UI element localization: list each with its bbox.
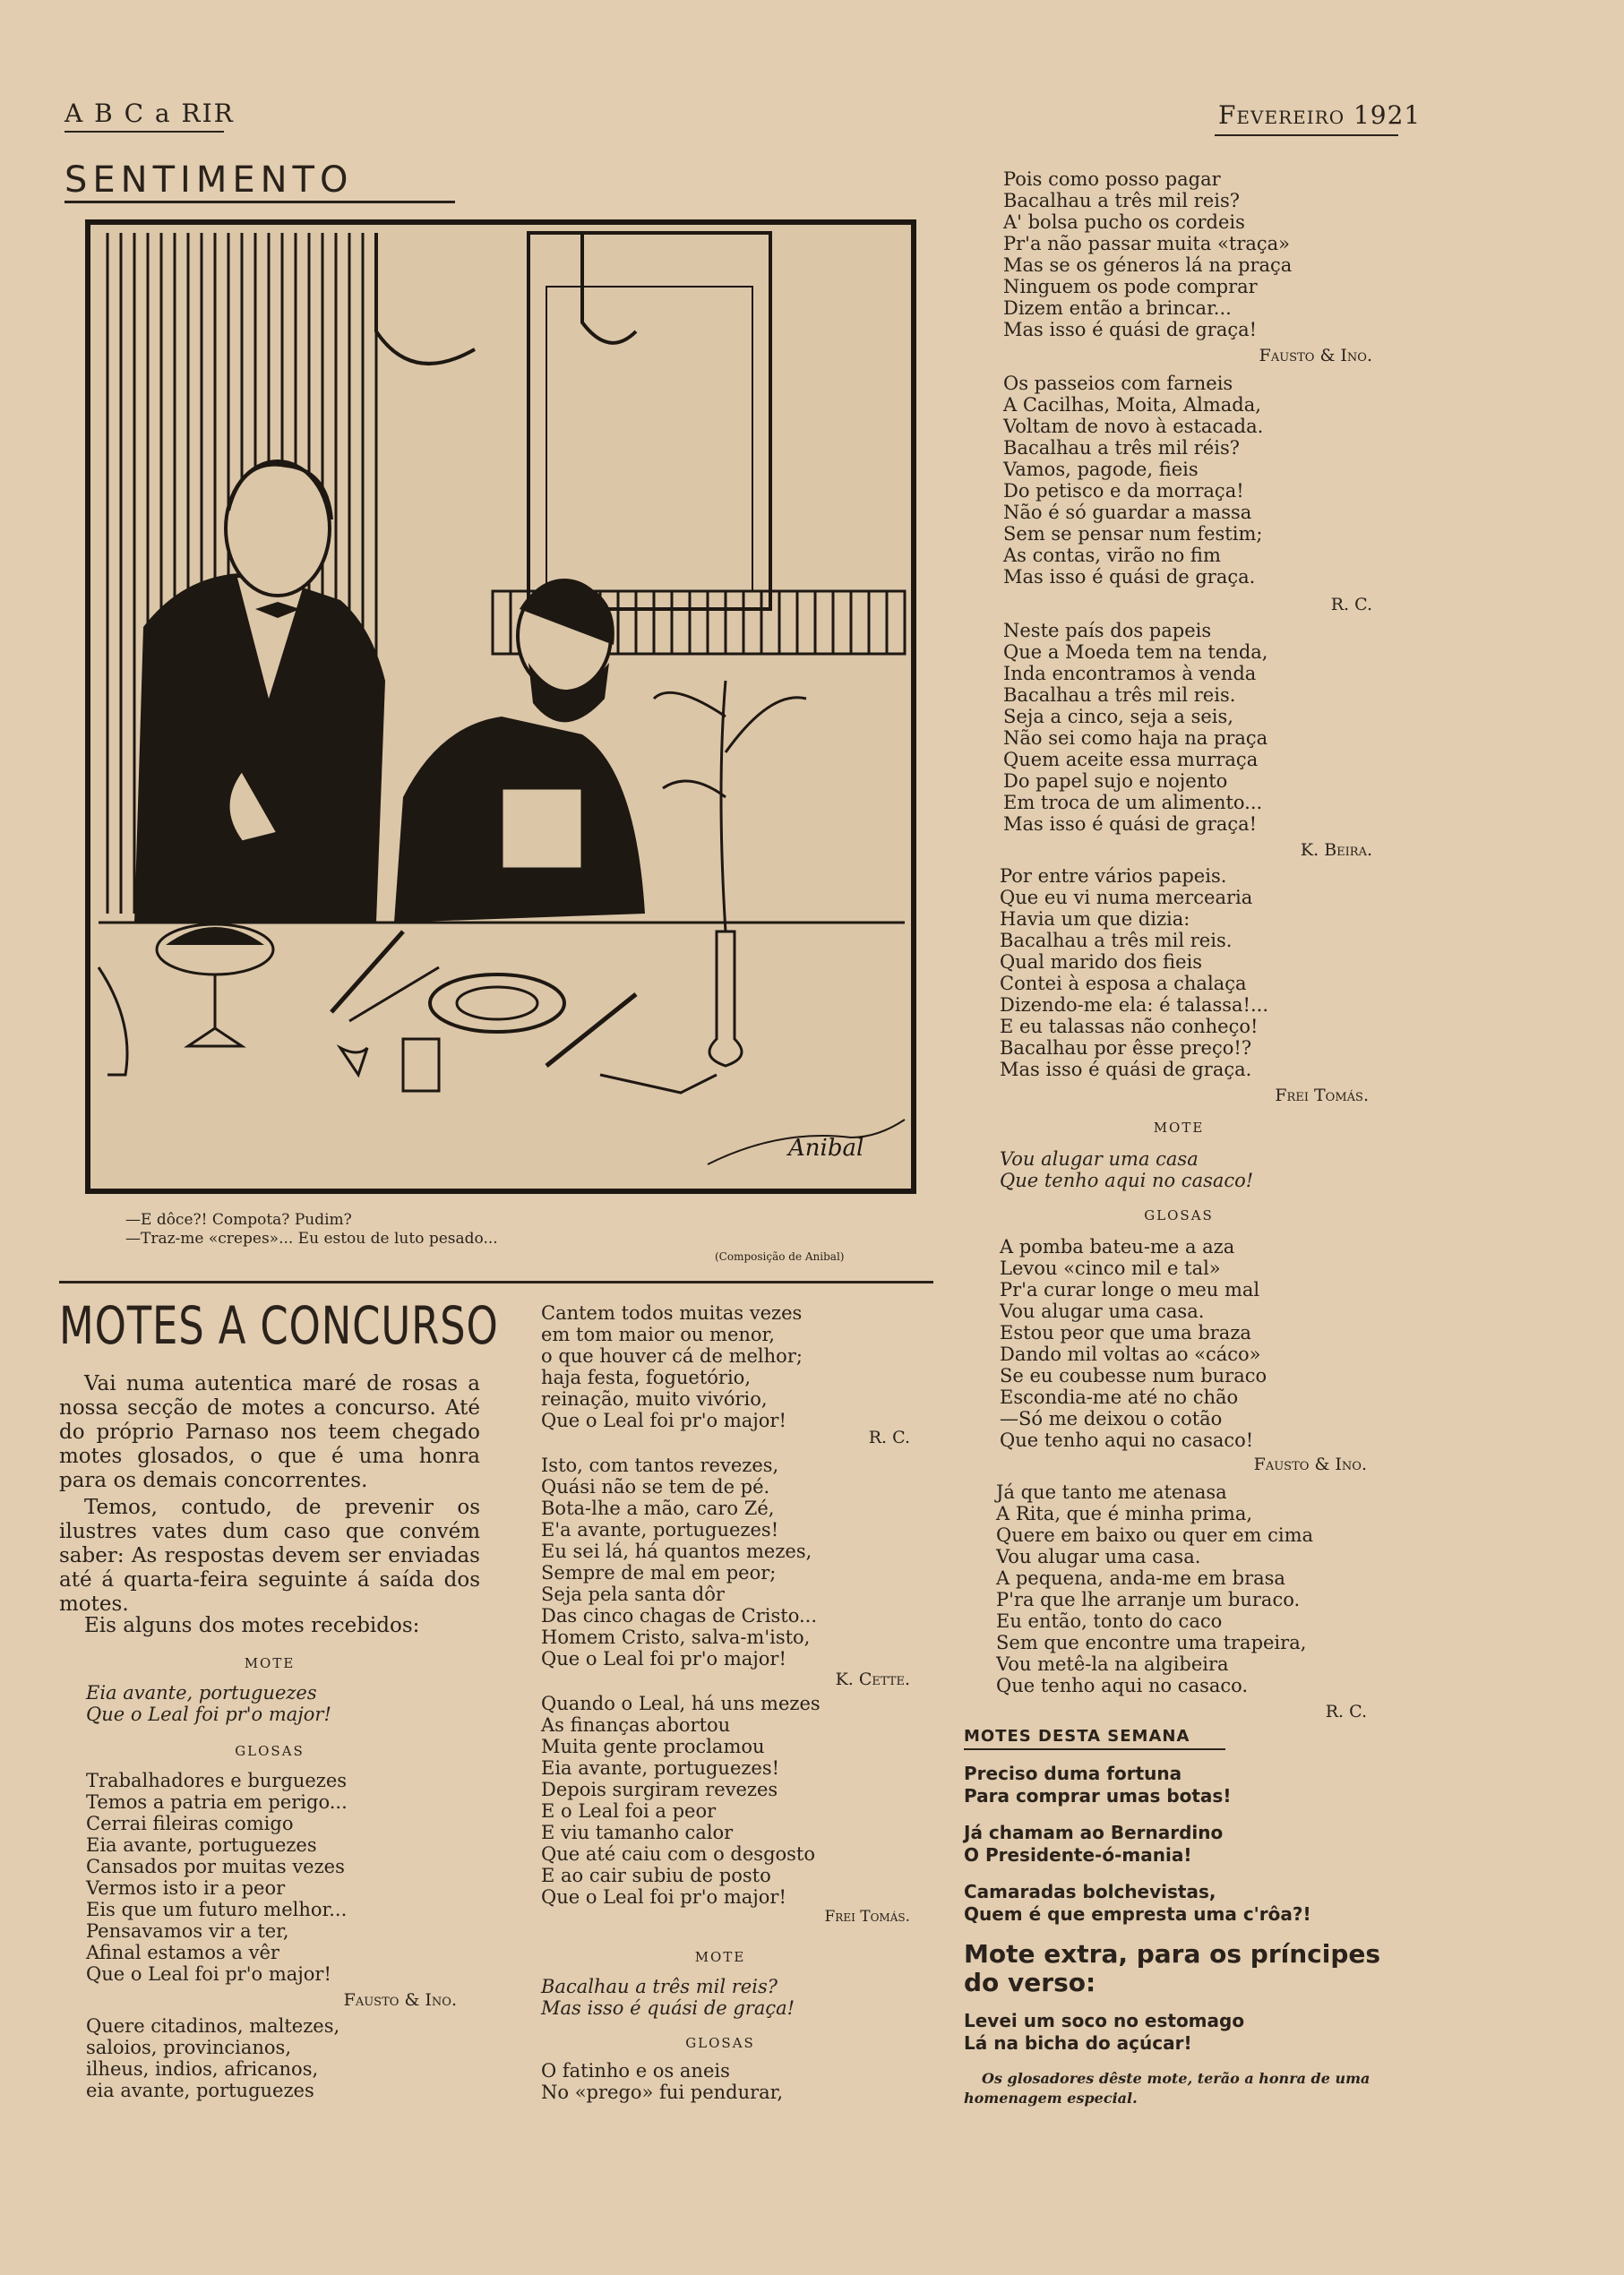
stanza: O fatinho e os aneis No «prego» fui pendurar, (541, 2060, 784, 2103)
week-mote-1: Preciso duma fortuna Para comprar umas botas! (964, 1763, 1232, 1807)
author-attribution: Fausto & Ino. (343, 1990, 457, 2010)
author-attribution: R. C. (1330, 595, 1372, 614)
glosas-label: GLOSAS (235, 1743, 305, 1759)
issue-date: Fevereiro 1921 (1218, 100, 1422, 130)
author-attribution: K. Beira. (1300, 840, 1372, 860)
magazine-name: A B C a RIR (64, 99, 235, 128)
section-title-underline (64, 201, 455, 203)
author-attribution: R. C. (1325, 1702, 1367, 1721)
intro-paragraph-2: Temos, contudo, de prevenir os ilustres vates dum caso que convém saber: As respostas devem ser enviadas até á quarta-feira seguinte á saída dos motes. (59, 1496, 480, 1616)
intro-paragraph-3: Eis alguns dos motes recebidos: (84, 1614, 420, 1637)
caption-credit: (Composição de Anibal) (715, 1250, 845, 1263)
caption-line-2: —Traz-me «crepes»... Eu estou de luto pesado... (125, 1230, 498, 1248)
author-attribution: K. Cette. (835, 1670, 910, 1689)
extra-mote: Levei um soco no estomago Lá na bicha do açúcar! (964, 2010, 1245, 2054)
glosas-label: GLOSAS (1144, 1207, 1214, 1223)
week-motes-underline (964, 1748, 1225, 1750)
glosa-2: Quere citadinos, maltezes, saloios, provincianos, ilheus, indios, africanos, eia avante, portuguezes (86, 2015, 340, 2101)
stanza: Pois como posso pagar Bacalhau a três mil reis? A' bolsa pucho os cordeis Pr'a não passar muita «traça» Mas se os géneros lá na praça Ninguem os pode comprar Dizem então a brincar... Mas isso é quási de graça! (1003, 168, 1293, 340)
motes-title: MOTES A CONCURSO (59, 1295, 499, 1356)
stanza: Quando o Leal, há uns mezes As finanças abortou Muita gente proclamou Eia avante, portuguezes! Depois surgiram revezes E o Leal foi a peor E viu tamanho calor Que até caiu com o desgosto E ao cair subiu de posto Que o Leal foi pr'o major! (541, 1693, 821, 1908)
mote-label: MOTE (694, 1949, 746, 1965)
section-divider (59, 1281, 933, 1283)
mote-label: MOTE (244, 1655, 296, 1671)
week-mote-2: Já chamam ao Bernardino O Presidente-ó-mania! (964, 1822, 1224, 1866)
stanza: A pomba bateu-me a aza Levou «cinco mil e tal» Pr'a curar longe o meu mal Vou alugar uma casa. Estou peor que uma braza Dando mil voltas ao «cáco» Se eu coubesse num buraco Escondia-me até no chão —Só me deixou o cotão Que tenho aqui no casaco! (1000, 1236, 1267, 1451)
extra-mote-note: Os glosadores dêste mote, terão a honra de uma homenagem especial. (964, 2070, 1371, 2107)
intro-paragraph-1: Vai numa autentica maré de rosas a nossa secção de motes a concurso. Até do próprio Parnaso nos teem chegado motes glosados, o que é uma honra para os demais concorrentes. (59, 1372, 480, 1492)
section-title: SENTIMENTO (64, 159, 354, 201)
glosa-1: Trabalhadores e burguezes Temos a patria em perigo... Cerrai fileiras comigo Eia avante, portuguezes Cansados por muitas vezes Vermos isto ir a peor Eis que um futuro melhor... Pensavamos vir a ter, Afinal estamos a vêr Que o Leal foi pr'o major! (86, 1770, 348, 1985)
mote-3: Vou alugar uma casa Que tenho aqui no casaco! (1000, 1148, 1254, 1191)
glosas-label: GLOSAS (685, 2035, 755, 2051)
header-rule-left (64, 131, 224, 133)
author-attribution: R. C. (868, 1428, 910, 1447)
stanza: Já que tanto me atenasa A Rita, que é minha prima, Quere em baixo ou quer em cima Vou alugar uma casa. A pequena, anda-me em brasa P'ra que lhe arranje um buraco. Eu então, tonto do caco Sem que encontre uma trapeira, Vou metê-la na algibeira Que tenho aqui no casaco. (996, 1481, 1314, 1696)
author-attribution: Frei Tomás. (824, 1908, 910, 1926)
artist-signature: Anibal (788, 1135, 864, 1162)
cartoon-illustration (81, 215, 923, 1200)
week-mote-3: Camaradas bolchevistas, Quem é que empresta uma c'rôa?! (964, 1881, 1311, 1925)
author-attribution: Fausto & Ino. (1253, 1455, 1367, 1474)
mote-2: Bacalhau a três mil reis? Mas isso é quási de graça! (541, 1976, 795, 2019)
stanza: Os passeios com farneis A Cacilhas, Moita, Almada, Voltam de novo à estacada. Bacalhau a três mil réis? Vamos, pagode, fieis Do petisco e da morraça! Não é só guardar a massa Sem se pensar num festim; As contas, virão no fim Mas isso é quási de graça. (1003, 373, 1264, 588)
stanza: Por entre vários papeis. Que eu vi numa mercearia Havia um que dizia: Bacalhau a três mil reis. Qual marido dos fieis Contei à esposa a chalaça Dizendo-me ela: é talassa!... E eu talassas não conheço! Bacalhau por êsse preço!? Mas isso é quási de graça. (1000, 865, 1269, 1080)
stanza: Neste país dos papeis Que a Moeda tem na tenda, Inda encontramos à venda Bacalhau a três mil reis. Seja a cinco, seja a seis, Não sei como haja na praça Quem aceite essa murraça Do papel sujo e nojento Em troca de um alimento... Mas isso é quási de graça! (1003, 620, 1268, 835)
stanza: Cantem todos muitas vezes em tom maior ou menor, o que houver cá de melhor; haja festa, foguetório, reinação, muito vivório, Que o Leal foi pr'o major! (541, 1302, 803, 1431)
author-attribution: Fausto & Ino. (1259, 346, 1372, 365)
author-attribution: Frei Tomás. (1275, 1086, 1369, 1105)
week-motes-title: MOTES DESTA SEMANA (964, 1727, 1190, 1746)
mote-label: MOTE (1153, 1120, 1205, 1136)
caption-line-1: —E dôce?! Compota? Pudim? (125, 1211, 352, 1229)
header-rule-right (1215, 134, 1398, 136)
extra-mote-title: Mote extra, para os príncipes do verso: (964, 1939, 1381, 1997)
stanza: Isto, com tantos revezes, Quási não se tem de pé. Bota-lhe a mão, caro Zé, E'a avante, portuguezes! Eu sei lá, há quantos mezes, Sempre de mal em peor; Seja pela santa dôr Das cinco chagas de Cristo... Homem Cristo, salva-m'isto, Que o Leal foi pr'o major! (541, 1455, 817, 1670)
mote-1: Eia avante, portuguezes Que o Leal foi pr'o major! (86, 1682, 331, 1725)
